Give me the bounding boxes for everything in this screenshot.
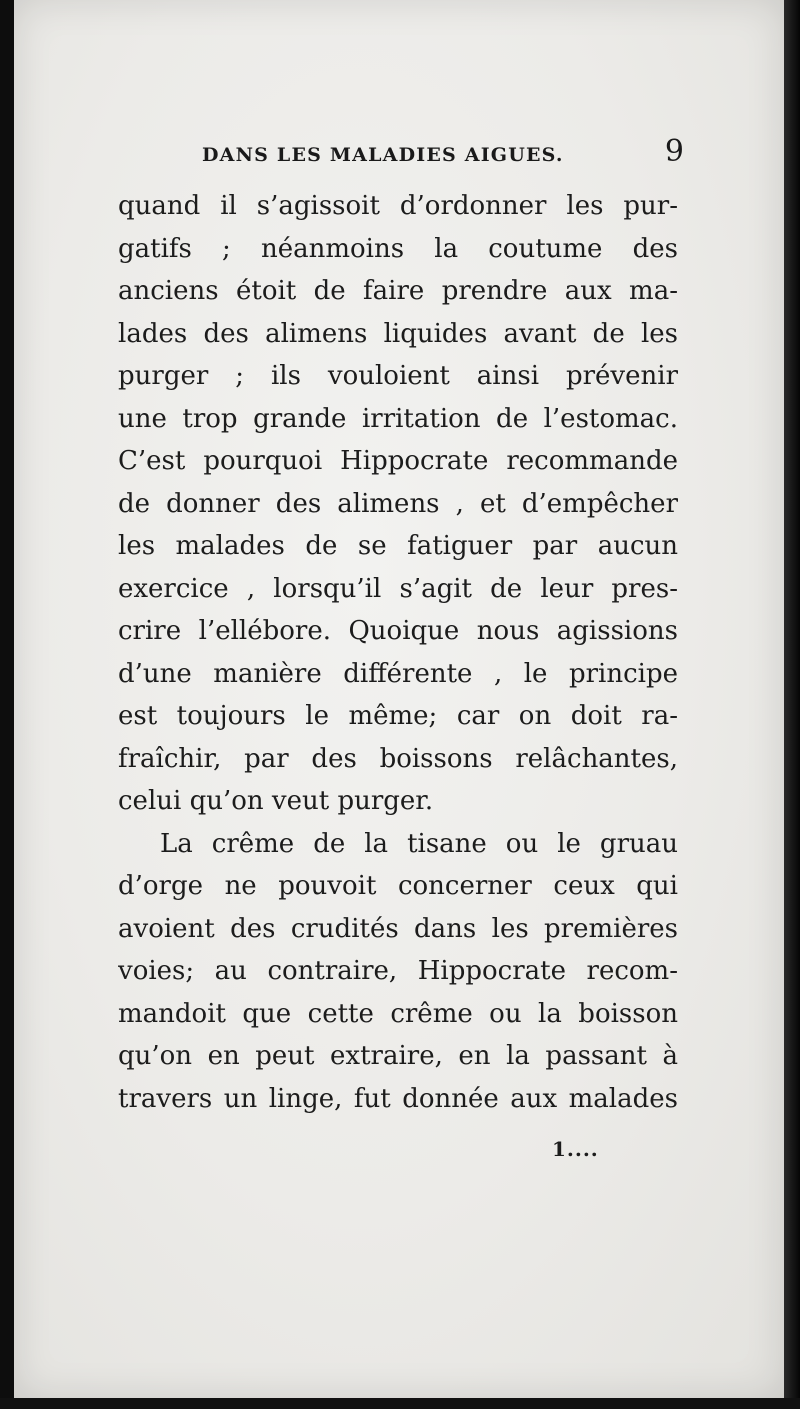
- text-line: travers un linge, fut donnée aux malades: [118, 1083, 678, 1114]
- text-line: quand il s’agissoit d’ordonner les pur-: [118, 191, 678, 221]
- text-line: fraîchir, par des boissons relâchantes,: [118, 743, 678, 774]
- text-line: gatifs ; néanmoins la coutume des: [118, 233, 678, 264]
- text-line: crire l’ellébore. Quoique nous agissions: [118, 616, 678, 646]
- text-line: exercice , lorsqu’il s’agit de leur pres-: [118, 573, 678, 604]
- text-line: purger ; ils vouloient ainsi prévenir: [118, 361, 678, 391]
- text-line: C’est pourquoi Hippocrate recommande: [118, 446, 678, 476]
- text-line: est toujours le même; car on doit ra-: [118, 701, 678, 731]
- scan-edge-bottom: [0, 1398, 800, 1409]
- text-line: de donner des alimens , et d’empêcher: [118, 488, 678, 519]
- page-header: [104, 134, 684, 180]
- running-head: DANS LES MALADIES AIGUES.: [202, 144, 564, 166]
- page-number: 9: [664, 134, 684, 169]
- body-text: [118, 185, 678, 1120]
- signature-mark: 1....: [552, 1137, 599, 1161]
- scan-edge-right: [784, 0, 800, 1409]
- text-line: voies; au contraire, Hippocrate recom-: [118, 956, 678, 986]
- text-line: anciens étoit de faire prendre aux ma-: [118, 276, 678, 306]
- text-line: les malades de se fatiguer par aucun: [118, 531, 678, 561]
- text-line: qu’on en peut extraire, en la passant à: [118, 1041, 678, 1071]
- text-line: celui qu’on veut purger.: [118, 786, 434, 816]
- text-line: avoient des crudités dans les premières: [118, 913, 678, 944]
- text-line: mandoit que cette crême ou la boisson: [118, 998, 678, 1029]
- text-line: une trop grande irritation de l’estomac.: [118, 403, 678, 434]
- text-line: d’orge ne pouvoit concerner ceux qui: [118, 871, 678, 901]
- text-line: lades des alimens liquides avant de les: [118, 318, 678, 349]
- text-line: La crême de la tisane ou le gruau: [160, 828, 678, 859]
- text-line: d’une manière différente , le principe: [118, 658, 678, 689]
- book-page: [14, 0, 784, 1398]
